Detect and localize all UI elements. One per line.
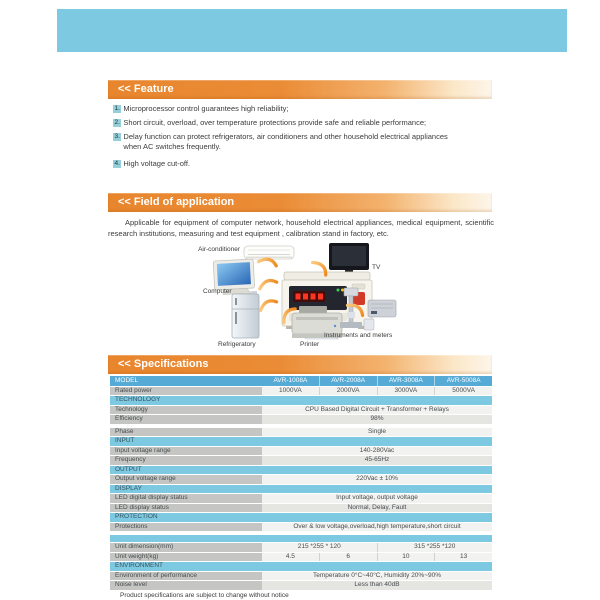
spec-label: LED display status: [110, 504, 262, 513]
spec-section-protection: [110, 513, 492, 522]
spec-value: 140-280Vac: [262, 447, 492, 456]
spec-label: MODEL: [115, 377, 139, 384]
feature-banner: << Feature: [108, 80, 492, 99]
printer-label: Printer: [300, 341, 320, 348]
spec-model-cell: AVR-2008A: [319, 376, 377, 386]
header-strip: [57, 9, 567, 52]
tv-icon: [329, 243, 369, 275]
spec-row-frequency: [110, 456, 492, 465]
footer-note: Product specifications are subject to change without notice: [120, 592, 289, 599]
application-paragraph: Applicable for equipment of computer network, household electrical appliances, medical equipment, scientific research institutions, measuring and test equipment , calibration stand in factory, etc.: [108, 218, 494, 238]
spec-divider-row: [110, 535, 492, 542]
spec-value: Input voltage, output voltage: [262, 494, 492, 503]
spec-model-cell: AVR-1008A: [273, 377, 308, 384]
spec-cell: 2000VA: [319, 387, 377, 396]
spec-value: Normal, Delay, Fault: [262, 504, 492, 513]
feature-text: Delay function can protect refrigerators, air conditioners and other household electrical appliances when AC switches frequently.: [123, 131, 448, 152]
spec-model-cell: AVR-5008A: [434, 376, 492, 386]
spec-row-protections: [110, 523, 492, 532]
spec-cell: 13: [434, 553, 492, 562]
diagram-illustration: [148, 242, 458, 354]
spec-value: 98%: [262, 415, 492, 424]
spec-row-rated-power: [110, 387, 492, 396]
feature-text: Short circuit, overload, over temperature protections provide safe and reliable performance;: [123, 117, 427, 127]
feature-item: [113, 104, 491, 115]
spec-row-environment-performance: [110, 572, 492, 581]
spec-label: Unit weight(kg): [110, 553, 262, 562]
feature-list: [113, 104, 491, 173]
spec-section-label: PROTECTION: [115, 513, 158, 520]
spec-value: 215 *255 * 120: [262, 543, 377, 552]
spec-row-technology: [110, 406, 492, 415]
tv-label: TV: [372, 264, 381, 271]
spec-section-input: [110, 437, 492, 446]
spec-row-led-display-status: [110, 504, 492, 513]
spec-section-environment: [110, 562, 492, 571]
feature-number-badge: 4.: [114, 160, 120, 168]
spec-row-input-voltage-range: [110, 447, 492, 456]
spec-label: Output voltage range: [110, 475, 262, 484]
spec-row-phase: [110, 428, 492, 437]
feature-number-badge: 3.: [114, 132, 120, 140]
spec-cell: 6: [319, 553, 377, 562]
spec-label: Technology: [110, 406, 262, 415]
spec-value: Temperature 0°C~40°C, Humidity 20%~90%: [262, 572, 492, 581]
spec-section-label: INPUT: [115, 437, 135, 444]
instruments-label: Instruments and meters: [324, 332, 393, 339]
spec-label: Efficiency: [110, 415, 262, 424]
spec-label: Unit dimension(mm): [110, 543, 262, 552]
field-of-application-banner: << Field of application: [108, 193, 492, 212]
feature-item: [113, 132, 491, 154]
spec-label: Input voltage range: [110, 447, 262, 456]
spec-section-label: OUTPUT: [115, 465, 142, 473]
spec-model-cell: AVR-3008A: [377, 376, 435, 386]
spec-row-model: [110, 376, 492, 386]
spec-value: 45-65Hz: [262, 456, 492, 465]
air-conditioner-label: Air-conditioner: [198, 246, 240, 253]
refrigerator-icon: [232, 291, 259, 338]
spec-label: Frequency: [110, 456, 262, 465]
feature-number-badge: 1.: [114, 105, 120, 112]
spec-row-unit-dimension: [110, 543, 492, 552]
spec-row-output-voltage-range: [110, 475, 492, 484]
spec-value: CPU Based Digital Circuit + Transformer + Relays: [262, 406, 492, 415]
feature-item: [113, 118, 491, 129]
spec-cell: 1000VA: [262, 387, 319, 396]
spec-section-output: [110, 466, 492, 475]
spec-label: Rated power: [110, 387, 262, 396]
spec-row-unit-weight: [110, 553, 492, 562]
feature-text: High voltage cut-off.: [123, 159, 190, 169]
spec-section-label: ENVIRONMENT: [115, 562, 164, 569]
computer-label: Computer: [203, 288, 232, 295]
spec-row-efficiency: [110, 415, 492, 424]
spec-section-label: TECHNOLOGY: [115, 396, 161, 403]
flow-arrow: [259, 299, 278, 311]
spec-row-noise-level: [110, 581, 492, 590]
application-diagram: [148, 242, 458, 354]
specifications-table: [110, 376, 492, 591]
spec-cell: 10: [377, 553, 435, 562]
feature-item: [113, 159, 491, 170]
specifications-banner: << Specifications: [108, 355, 492, 374]
feature-text: Microprocessor control guarantees high reliability;: [123, 104, 289, 113]
spec-value: Less than 40dB: [262, 581, 492, 590]
spec-value: 315 *255 *120: [377, 543, 493, 552]
spec-label: Noise level: [110, 581, 262, 590]
spec-row-led-digital-display: [110, 494, 492, 503]
air-conditioner-icon: [244, 246, 294, 259]
spec-label: Environment of performance: [110, 572, 262, 581]
spec-value: Single: [262, 428, 492, 437]
spec-value: Over & low voltage,overload,high temperature,short circuit: [262, 523, 492, 532]
spec-label: Phase: [110, 428, 262, 437]
spec-cell: 4.5: [262, 553, 319, 562]
flow-arrow: [258, 279, 277, 289]
refrigeratory-label: Refrigeratory: [218, 341, 256, 348]
spec-value: 220Vac ± 10%: [262, 475, 492, 484]
feature-number-badge: 2.: [114, 118, 120, 126]
spec-section-technology: [110, 396, 492, 405]
spec-label: LED digital display status: [110, 494, 262, 503]
spec-cell: 3000VA: [377, 387, 435, 396]
spec-cell: 5000VA: [434, 387, 492, 396]
spec-section-display: [110, 485, 492, 494]
spec-label: Protections: [110, 523, 262, 532]
spec-section-label: DISPLAY: [115, 484, 142, 492]
